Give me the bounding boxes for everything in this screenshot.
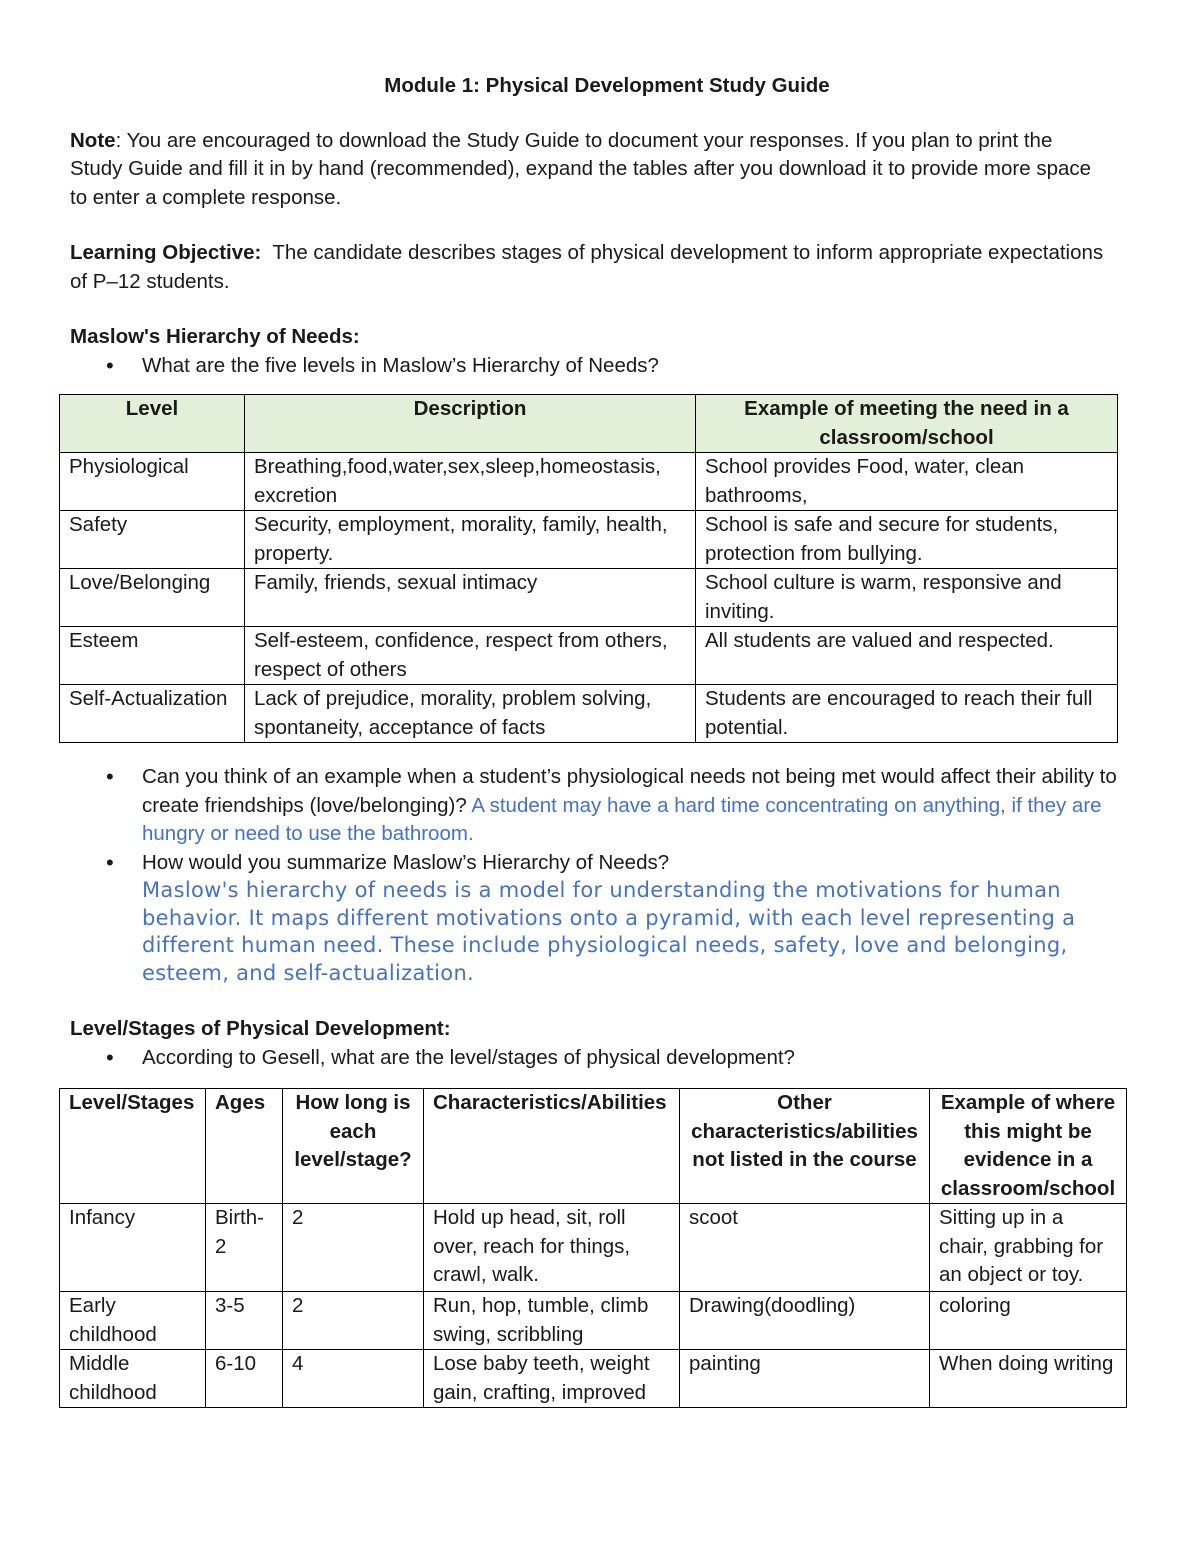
table-row <box>60 685 1118 743</box>
cell-ages: Birth-2 <box>206 1204 283 1292</box>
header-example: Example of meeting the need in a classroom/school <box>696 395 1118 453</box>
table-row <box>60 569 1118 627</box>
cell-description: Self-esteem, confidence, respect from others, respect of others <box>245 627 696 685</box>
cell-description: Security, employment, morality, family, health, property. <box>245 511 696 569</box>
cell-characteristics: Lose baby teeth, weight gain, crafting, improved <box>424 1350 680 1408</box>
study-guide-page <box>70 72 1130 1408</box>
cell-level: Physiological <box>60 453 245 511</box>
cell-level: Love/Belonging <box>60 569 245 627</box>
cell-duration: 2 <box>283 1292 424 1350</box>
maslow-followup-list <box>70 763 1130 987</box>
header-level-stages: Level/Stages <box>60 1089 206 1204</box>
maslow-question-2 <box>142 763 1130 849</box>
gesell-table <box>59 1088 1127 1408</box>
page-title: Module 1: Physical Development Study Guide <box>384 74 830 97</box>
note-text: : You are encouraged to download the Study Guide to document your responses. If you plan to print the Study Guide and fill it in by hand (recommended), expand the tables after you download it to provide more space to enter a complete response. <box>70 128 1092 209</box>
cell-duration: 4 <box>283 1350 424 1408</box>
header-classroom-example: Example of where this might be evidence in a classroom/school <box>930 1089 1127 1204</box>
maslow-question-3 <box>142 849 1130 988</box>
gesell-question-list <box>70 1044 1130 1073</box>
cell-duration: 2 <box>283 1204 424 1292</box>
cell-example: School is safe and secure for students, protection from bullying. <box>696 511 1118 569</box>
objective-text: The candidate describes stages of physical development to inform appropriate expectations of P–12 students. <box>70 241 1109 293</box>
cell-description: Lack of prejudice, morality, problem solving, spontaneity, acceptance of facts <box>245 685 696 743</box>
cell-example: coloring <box>930 1292 1127 1350</box>
summary-answer: Maslow's hierarchy of needs is a model for understanding the motivations for human behavior. It maps different motivations onto a pyramid, with each level representing a different human need. These include physiological needs, safety, love and belonging, esteem, and self-actualization. <box>142 878 1076 985</box>
cell-ages: 3-5 <box>206 1292 283 1350</box>
answer-text: A student may have a hard time concentrating on anything, if they are hungry or need to use the bathroom. <box>142 793 1102 845</box>
objective-paragraph <box>70 239 1110 296</box>
cell-stage: Infancy <box>60 1204 206 1292</box>
cell-level: Self-Actualization <box>60 685 245 743</box>
cell-example: School provides Food, water, clean bathrooms, <box>696 453 1118 511</box>
header-description: Description <box>245 395 696 453</box>
table-row <box>60 453 1118 511</box>
cell-characteristics: Run, hop, tumble, climb swing, scribbling <box>424 1292 680 1350</box>
table-row <box>60 1350 1127 1408</box>
cell-example: When doing writing <box>930 1350 1127 1408</box>
maslow-table <box>59 394 1118 743</box>
gesell-question: • According to Gesell, what are the level/stages of physical development? <box>142 1044 1130 1073</box>
table-row <box>60 1204 1127 1292</box>
header-level: Level <box>60 395 245 453</box>
header-characteristics: Characteristics/Abilities <box>424 1089 680 1204</box>
maslow-question-list <box>70 352 1130 381</box>
question-text: How would you summarize Maslow’s Hierarchy of Needs? <box>142 850 670 874</box>
cell-ages: 6-10 <box>206 1350 283 1408</box>
table-header-row <box>60 395 1118 453</box>
cell-example: School culture is warm, responsive and inviting. <box>696 569 1118 627</box>
cell-characteristics: Hold up head, sit, roll over, reach for things, crawl, walk. <box>424 1204 680 1292</box>
cell-description: Breathing,food,water,sex,sleep,homeostasis, excretion <box>245 453 696 511</box>
maslow-question-1: • What are the five levels in Maslow’s Hierarchy of Needs? <box>142 352 1130 381</box>
cell-other: Drawing(doodling) <box>680 1292 930 1350</box>
table-header-row <box>60 1089 1127 1204</box>
maslow-heading: Maslow's Hierarchy of Needs: <box>70 325 360 348</box>
note-label: Note <box>70 128 116 152</box>
table-row <box>60 511 1118 569</box>
gesell-heading: Level/Stages of Physical Development: <box>70 1017 451 1040</box>
table-row <box>60 627 1118 685</box>
cell-level: Safety <box>60 511 245 569</box>
cell-example: All students are valued and respected. <box>696 627 1118 685</box>
cell-level: Esteem <box>60 627 245 685</box>
cell-example: Students are encouraged to reach their full potential. <box>696 685 1118 743</box>
cell-stage: Middle childhood <box>60 1350 206 1408</box>
cell-stage: Early childhood <box>60 1292 206 1350</box>
header-ages: Ages <box>206 1089 283 1204</box>
objective-label: Learning Objective: <box>70 241 262 264</box>
cell-other: painting <box>680 1350 930 1408</box>
cell-other: scoot <box>680 1204 930 1292</box>
cell-example: Sitting up in a chair, grabbing for an object or toy. <box>930 1204 1127 1292</box>
note-paragraph <box>70 127 1110 213</box>
header-other-characteristics: Other characteristics/abilities not listed in the course <box>680 1089 930 1204</box>
cell-description: Family, friends, sexual intimacy <box>245 569 696 627</box>
header-duration: How long is each level/stage? <box>283 1089 424 1204</box>
table-row <box>60 1292 1127 1350</box>
question-text: Can you think of an example when a student’s physiological needs not being met would affect their ability to create friendships (love/belonging)? <box>142 765 1117 817</box>
